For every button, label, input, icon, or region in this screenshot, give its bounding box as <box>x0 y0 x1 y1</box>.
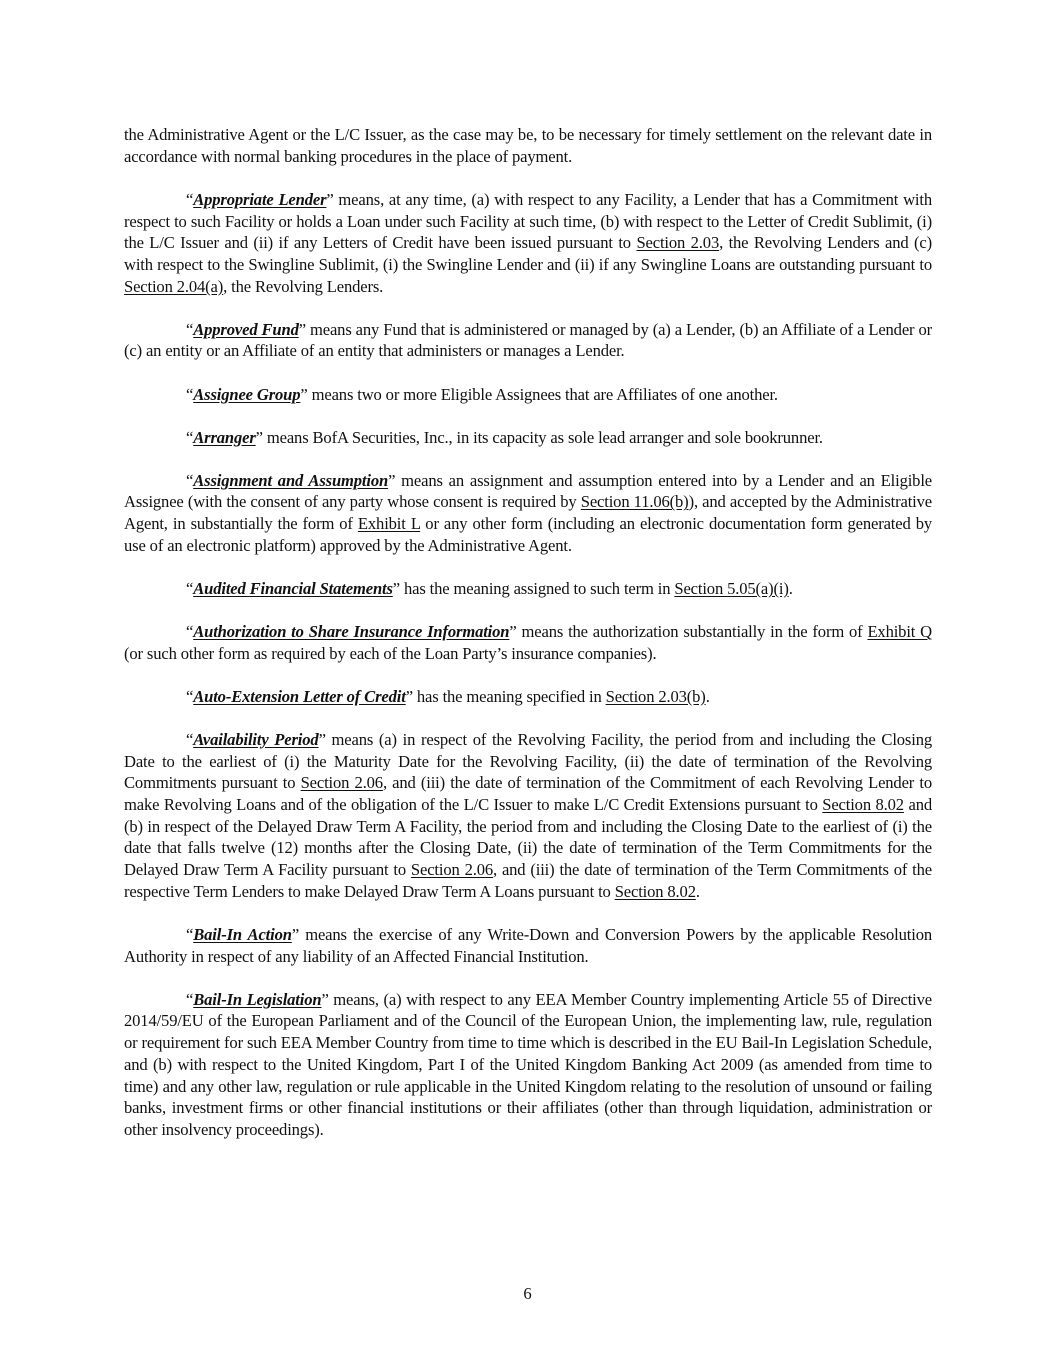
defined-term: Audited Financial Statements <box>193 578 393 598</box>
defined-term: Bail-In Legislation <box>193 989 322 1009</box>
cross-reference-link[interactable]: Section 5.05(a)(i) <box>674 578 789 598</box>
definition-arranger <box>124 427 932 449</box>
definition-text: “ <box>186 427 194 447</box>
defined-term: Auto-Extension Letter of Credit <box>193 686 406 706</box>
definition-approved-fund <box>124 319 932 362</box>
defined-term: Arranger <box>193 427 256 447</box>
definition-text: “ <box>186 924 194 944</box>
definition-text: “ <box>186 189 194 209</box>
definition-text: “ <box>186 578 194 598</box>
definition-text: “ <box>186 621 194 641</box>
definition-auto-extension-letter-of-credit <box>124 686 932 708</box>
cross-reference-link[interactable]: Section 2.04(a) <box>124 276 224 296</box>
definition-text: ” means an assignment and assumption entered into by a Lender and an Eligible Assignee (with the consent of any party whose consent is required by <box>124 470 932 512</box>
cross-reference-link[interactable]: Section 8.02 <box>614 881 696 901</box>
defined-term: Assignee Group <box>193 384 301 404</box>
page-number: 6 <box>523 1284 532 1303</box>
definition-text: , the Revolving Lenders. <box>223 276 384 296</box>
definition-text: . <box>788 578 793 598</box>
definition-availability-period <box>124 729 932 903</box>
cross-reference-link[interactable]: Section 2.03 <box>636 233 720 253</box>
definition-text: “ <box>186 729 194 749</box>
definition-text: ” means, at any time, (a) with respect to any Facility, a Lender that has a Commitment with respect to such Facility or holds a Loan under such Facility at such time, (b) with respect to the Letter of Credit Sublimit, (i) the L/C Issuer and (ii) if any Letters of Credit have been issued pursuant to <box>124 189 932 253</box>
definition-text: ” means the exercise of any Write-Down and Conversion Powers by the applicable Resolution Authority in respect of any liability of an Affected Financial Institution. <box>124 924 932 966</box>
defined-term: Authorization to Share Insurance Information <box>193 621 510 641</box>
definition-audited-financial-statements <box>124 578 932 600</box>
defined-term: Bail-In Action <box>193 924 292 944</box>
definition-text: , and (iii) the date of termination of the Commitment of each Revolving Lender to make Revolving Loans and of the obligation of the L/C Issuer to make L/C Credit Extensions pursuant to <box>124 773 932 814</box>
definition-text: ” means two or more Eligible Assignees that are Affiliates of one another. <box>300 384 778 404</box>
definition-text: ” has the meaning specified in <box>405 686 606 706</box>
definition-assignee-group <box>124 384 932 406</box>
cross-reference-link[interactable]: Section 2.06 <box>410 860 494 880</box>
definition-text: ” means BofA Securities, Inc., in its capacity as sole lead arranger and sole bookrunner. <box>255 427 823 447</box>
definition-text: the Administrative Agent or the L/C Issuer, as the case may be, to be necessary for timely settlement on the relevant date in accordance with normal banking procedures in the place of payment. <box>124 125 932 166</box>
cross-reference-link[interactable]: Section 2.03(b) <box>605 686 706 706</box>
defined-term: Availability Period <box>193 729 319 749</box>
defined-term: Assignment and Assumption <box>193 470 389 490</box>
definition-text: ” means any Fund that is administered or managed by (a) a Lender, (b) an Affiliate of a Lender or (c) an entity or an Affiliate of an entity that administers or manages a Lender. <box>124 319 932 361</box>
cross-reference-link[interactable]: Exhibit Q <box>867 621 932 641</box>
definition-text: “ <box>186 686 194 706</box>
cross-reference-link[interactable]: Section 11.06(b) <box>580 492 689 512</box>
definitions-list <box>124 124 932 1141</box>
definition-text: ” means the authorization substantially in the form of <box>509 621 868 641</box>
definition-appropriate-lender <box>124 189 932 298</box>
definition-bail-in-action <box>124 924 932 967</box>
cross-reference-link[interactable]: Section 2.06 <box>300 773 383 793</box>
definition-text: “ <box>186 470 194 490</box>
definition-text: or any other form (including an electronic documentation form generated by use of an electronic platform) approved by the Administrative Agent. <box>124 514 932 555</box>
definition-text: “ <box>186 384 194 404</box>
document-page <box>124 124 932 1162</box>
defined-term: Appropriate Lender <box>193 189 327 209</box>
definition-text: . <box>695 881 700 901</box>
definition-continuation <box>124 124 932 167</box>
definition-text: ), and accepted by the Administrative Agent, in substantially the form of <box>124 492 932 534</box>
cross-reference-link[interactable]: Section 8.02 <box>822 794 904 814</box>
definition-text: ” has the meaning assigned to such term in <box>392 578 675 598</box>
cross-reference-link[interactable]: Exhibit L <box>357 514 421 534</box>
defined-term: Approved Fund <box>193 319 299 339</box>
definition-text: and (b) in respect of the Delayed Draw Term A Facility, the period from and including the Closing Date to the earliest of (i) the date that falls twelve (12) months after the Closing Date, (ii) the date of termination of the Term Commitments for the Delayed Draw Term A Facility pursuant to <box>124 794 932 880</box>
definition-text: , the Revolving Lenders and (c) with respect to the Swingline Sublimit, (i) the Swingline Lender and (ii) if any Swingline Loans are outstanding pursuant to <box>124 233 932 274</box>
definition-text: ” means (a) in respect of the Revolving Facility, the period from and including the Closing Date to the earliest of (i) the Maturity Date for the Revolving Facility, (ii) the date of termination of the Revolving Commitments pursuant to <box>124 729 932 793</box>
definition-text: ” means, (a) with respect to any EEA Member Country implementing Article 55 of Directive 2014/59/EU of the European Parliament and of the Council of the European Union, the implementing law, rule, regulation or requirement for such EEA Member Country from time to time which is described in the EU Bail-In Legislation Schedule, and (b) with respect to the United Kingdom, Part I of the United Kingdom Banking Act 2009 (as amended from time to time) and any other law, regulation or rule applicable in the United Kingdom relating to the resolution of unsound or failing banks, investment firms or other financial institutions or their affiliates (other than through liquidation, administration or other insolvency proceedings). <box>124 989 932 1139</box>
definition-text: , and (iii) the date of termination of the Term Commitments of the respective Term Lenders to make Delayed Draw Term A Loans pursuant to <box>124 860 932 901</box>
definition-text: “ <box>186 989 194 1009</box>
definition-text: . <box>705 686 710 706</box>
definition-assignment-and-assumption <box>124 470 932 557</box>
definition-authorization-to-share-insurance-information <box>124 621 932 664</box>
definition-text: “ <box>186 319 194 339</box>
definition-text: (or such other form as required by each of the Loan Party’s insurance companies). <box>124 643 657 663</box>
definition-bail-in-legislation <box>124 989 932 1141</box>
